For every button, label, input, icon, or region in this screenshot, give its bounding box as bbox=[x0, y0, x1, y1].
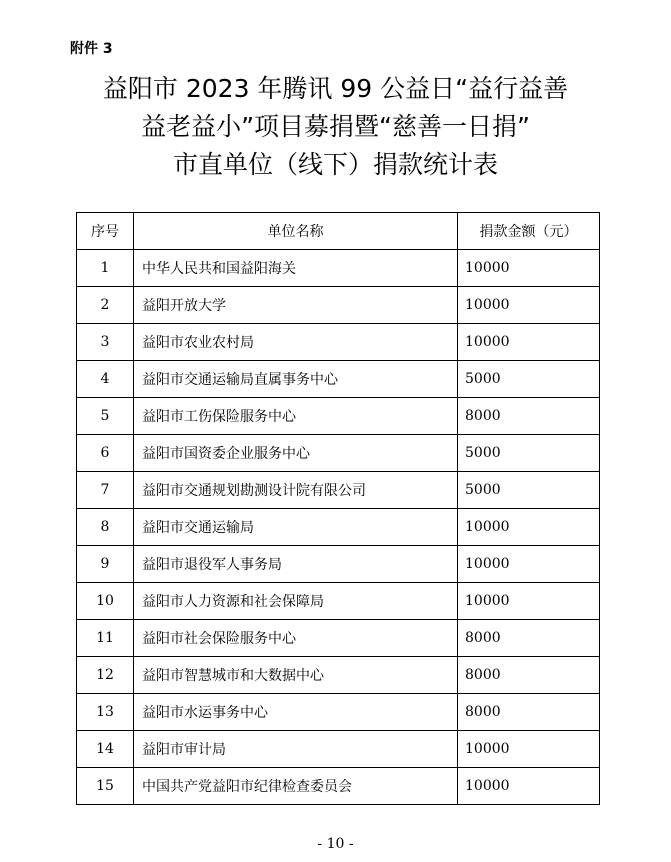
row-unit-name: 益阳市水运事务中心 bbox=[134, 694, 458, 731]
table-row bbox=[77, 546, 600, 583]
table-row bbox=[77, 694, 600, 731]
table-header-row bbox=[77, 213, 600, 250]
table-row bbox=[77, 472, 600, 509]
row-index: 2 bbox=[77, 287, 134, 324]
row-unit-name: 益阳市社会保险服务中心 bbox=[134, 620, 458, 657]
title-line-3: 市直单位（线下）捐款统计表 bbox=[172, 150, 498, 179]
row-amount: 8000 bbox=[458, 620, 600, 657]
row-unit-name: 益阳市农业农村局 bbox=[134, 324, 458, 361]
row-unit-name: 益阳市退役军人事务局 bbox=[134, 546, 458, 583]
row-index: 13 bbox=[77, 694, 134, 731]
row-index: 11 bbox=[77, 620, 134, 657]
table-row bbox=[77, 250, 600, 287]
header-unit-name: 单位名称 bbox=[134, 213, 458, 250]
title-line-1: 益阳市 2023 年腾讯 99 公益日“益行益善 bbox=[102, 74, 569, 103]
row-amount: 10000 bbox=[458, 250, 600, 287]
row-index: 6 bbox=[77, 435, 134, 472]
row-amount: 8000 bbox=[458, 657, 600, 694]
row-unit-name: 中华人民共和国益阳海关 bbox=[134, 250, 458, 287]
row-amount: 10000 bbox=[458, 768, 600, 805]
row-unit-name: 益阳市人力资源和社会保障局 bbox=[134, 583, 458, 620]
row-amount: 10000 bbox=[458, 583, 600, 620]
header-index: 序号 bbox=[77, 213, 134, 250]
table-row bbox=[77, 324, 600, 361]
row-unit-name: 益阳开放大学 bbox=[134, 287, 458, 324]
row-amount: 10000 bbox=[458, 324, 600, 361]
row-amount: 10000 bbox=[458, 546, 600, 583]
page-number: - 10 - bbox=[317, 836, 354, 852]
donation-table bbox=[76, 212, 600, 805]
row-amount: 10000 bbox=[458, 509, 600, 546]
table-row bbox=[77, 657, 600, 694]
attachment-label: 附件 3 bbox=[70, 41, 113, 57]
table-row bbox=[77, 435, 600, 472]
title-line-2: 益老益小”项目募捐暨“慈善一日捐” bbox=[141, 112, 530, 141]
table-row bbox=[77, 509, 600, 546]
row-unit-name: 益阳市智慧城市和大数据中心 bbox=[134, 657, 458, 694]
row-index: 8 bbox=[77, 509, 134, 546]
row-index: 7 bbox=[77, 472, 134, 509]
row-index: 1 bbox=[77, 250, 134, 287]
row-index: 10 bbox=[77, 583, 134, 620]
document-title bbox=[0, 70, 671, 184]
row-unit-name: 益阳市交通运输局直属事务中心 bbox=[134, 361, 458, 398]
row-unit-name: 益阳市审计局 bbox=[134, 731, 458, 768]
table-row bbox=[77, 583, 600, 620]
row-index: 9 bbox=[77, 546, 134, 583]
row-unit-name: 中国共产党益阳市纪律检查委员会 bbox=[134, 768, 458, 805]
row-amount: 5000 bbox=[458, 361, 600, 398]
row-index: 4 bbox=[77, 361, 134, 398]
row-amount: 10000 bbox=[458, 287, 600, 324]
row-unit-name: 益阳市交通运输局 bbox=[134, 509, 458, 546]
row-index: 5 bbox=[77, 398, 134, 435]
row-amount: 8000 bbox=[458, 694, 600, 731]
row-index: 15 bbox=[77, 768, 134, 805]
table-row bbox=[77, 731, 600, 768]
row-unit-name: 益阳市交通规划勘测设计院有限公司 bbox=[134, 472, 458, 509]
header-amount: 捐款金额（元） bbox=[458, 213, 600, 250]
row-amount: 8000 bbox=[458, 398, 600, 435]
table-row bbox=[77, 287, 600, 324]
row-amount: 5000 bbox=[458, 472, 600, 509]
table-row bbox=[77, 361, 600, 398]
table-row bbox=[77, 398, 600, 435]
row-index: 12 bbox=[77, 657, 134, 694]
row-unit-name: 益阳市国资委企业服务中心 bbox=[134, 435, 458, 472]
row-unit-name: 益阳市工伤保险服务中心 bbox=[134, 398, 458, 435]
table-row bbox=[77, 620, 600, 657]
row-index: 3 bbox=[77, 324, 134, 361]
row-index: 14 bbox=[77, 731, 134, 768]
table-row bbox=[77, 768, 600, 805]
row-amount: 5000 bbox=[458, 435, 600, 472]
row-amount: 10000 bbox=[458, 731, 600, 768]
